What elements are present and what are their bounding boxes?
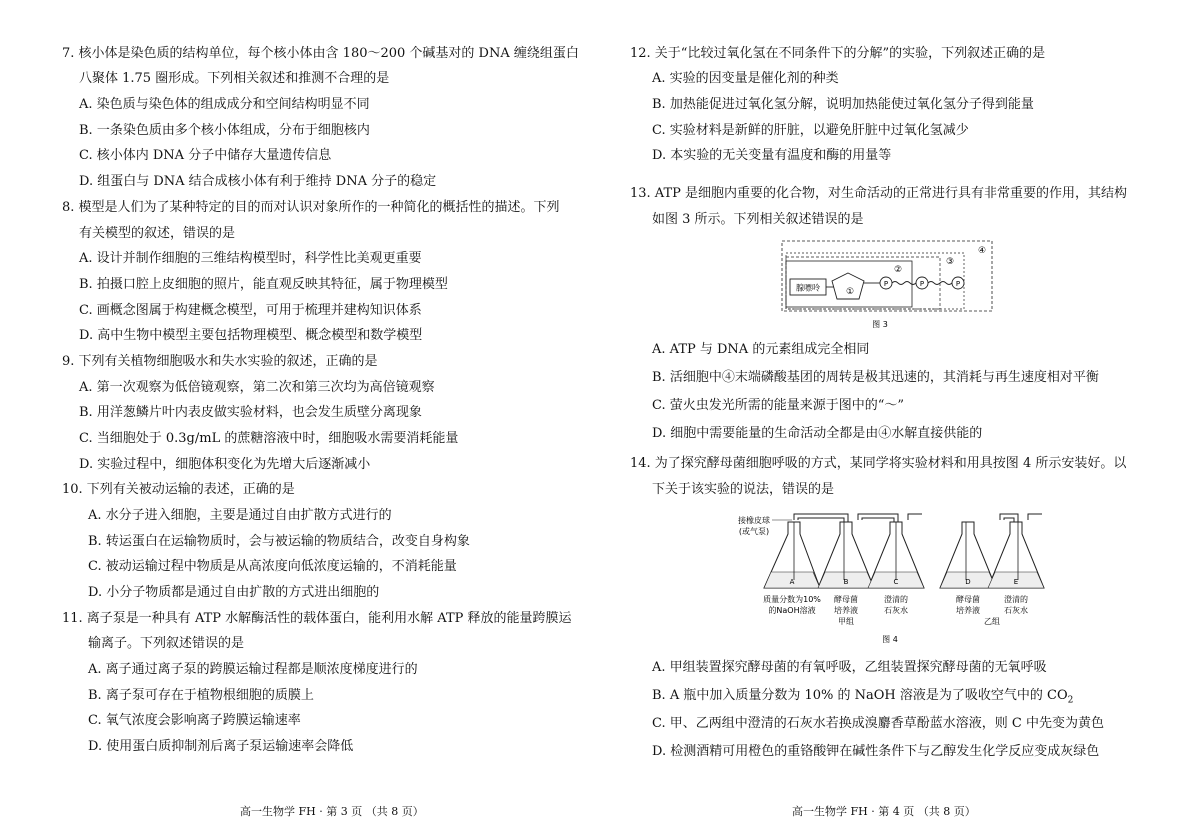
page-footer-right: 高一生物学 FH · 第 4 页 （共 8 页） <box>792 805 976 818</box>
q10-option-b: B. 转运蛋白在运输物质时，会与被运输的物质结合，改变自身构象 <box>88 534 470 549</box>
q12-option-a: A. 实验的因变量是催化剂的种类 <box>652 71 839 86</box>
adenine-label: 腺嘌呤 <box>796 283 820 293</box>
pump-label-2: (或气泵) <box>738 527 770 536</box>
high-energy-bond-1 <box>892 282 916 285</box>
svg-text:P: P <box>883 280 889 288</box>
q8-option-b: B. 拍摄口腔上皮细胞的照片，能直观反映其特征，属于物理模型 <box>79 277 448 292</box>
fig3-label-2: ② <box>893 265 903 275</box>
fig4-caption: 图 4 <box>882 635 898 644</box>
svg-text:P: P <box>919 280 925 288</box>
q7-option-b: B. 一条染色质由多个核小体组成，分布于细胞核内 <box>79 123 370 138</box>
flask-e-label: E <box>1013 578 1019 586</box>
q8-option-d: D. 高中生物中模型主要包括物理模型、概念模型和数学模型 <box>79 328 423 343</box>
q12-option-c: C. 实验材料是新鲜的肝脏，以避免肝脏中过氧化氢减少 <box>652 123 969 138</box>
q8-option-a: A. 设计并制作细胞的三维结构模型时，科学性比美观更重要 <box>79 251 422 266</box>
svg-text:质量分数为10%: 质量分数为10% <box>763 595 821 604</box>
svg-text:P: P <box>955 280 961 288</box>
q14-option-b-subscript: 2 <box>1067 695 1074 706</box>
svg-text:石灰水: 石灰水 <box>884 606 908 615</box>
figure-3-atp-structure <box>780 237 1020 333</box>
q13-option-b: B. 活细胞中④末端磷酸基团的周转是极其迅速的，其消耗与再生速度相对平衡 <box>652 370 1099 385</box>
figure-4-yeast-apparatus <box>730 510 1060 650</box>
group-yi-label: 乙组 <box>984 617 1000 626</box>
pump-label-1: 接橡皮球 <box>738 516 770 525</box>
q8-stem-line-2: 有关模型的叙述，错误的是 <box>79 226 236 241</box>
svg-text:澄清的: 澄清的 <box>1004 595 1028 604</box>
svg-text:培养液: 培养液 <box>956 606 980 615</box>
q11-option-a: A. 离子通过离子泵的跨膜运输过程都是顺浓度梯度进行的 <box>88 662 418 677</box>
q9-option-d: D. 实验过程中，细胞体积变化为先增大后逐渐减小 <box>79 457 371 472</box>
fig3-label-1: ① <box>845 287 855 297</box>
q14-option-a: A. 甲组装置探究酵母菌的有氧呼吸，乙组装置探究酵母菌的无氧呼吸 <box>652 660 1047 675</box>
flask-a-label: A <box>789 578 795 586</box>
svg-text:澄清的: 澄清的 <box>884 595 908 604</box>
q12-stem-line-1: 12. 关于“比较过氧化氢在不同条件下的分解”的实验，下列叙述正确的是 <box>630 46 1046 61</box>
region-4-boundary <box>782 241 992 311</box>
q8-option-c: C. 画概念图属于构建概念模型，可用于梳理并建构知识体系 <box>79 303 422 318</box>
svg-text:培养液: 培养液 <box>834 606 858 615</box>
group-jia-label: 甲组 <box>838 617 854 626</box>
svg-text:酵母菌: 酵母菌 <box>956 595 980 604</box>
q11-stem-line-2: 输离子。下列叙述错误的是 <box>88 636 245 651</box>
q13-option-a: A. ATP 与 DNA 的元素组成完全相同 <box>652 342 870 357</box>
fig3-caption: 图 3 <box>872 320 888 329</box>
fig3-label-3: ③ <box>945 257 955 267</box>
q10-option-c: C. 被动运输过程中物质是从高浓度向低浓度运输的，不消耗能量 <box>88 559 457 574</box>
q11-option-b: B. 离子泵可存在于植物根细胞的质膜上 <box>88 688 314 703</box>
svg-text:石灰水: 石灰水 <box>1004 606 1028 615</box>
q9-option-b: B. 用洋葱鳞片叶内表皮做实验材料，也会发生质壁分离现象 <box>79 405 422 420</box>
q7-option-c: C. 核小体内 DNA 分子中储存大量遗传信息 <box>79 148 332 163</box>
q13-stem-line-1: 13. ATP 是细胞内重要的化合物，对生命活动的正常进行具有非常重要的作用，其结构 <box>630 186 1128 201</box>
q9-option-c: C. 当细胞处于 0.3g/mL 的蔗糖溶液中时，细胞吸水需要消耗能量 <box>79 431 459 446</box>
q7-option-a: A. 染色质与染色体的组成成分和空间结构明显不同 <box>79 97 370 112</box>
fig3-label-4: ④ <box>977 246 987 256</box>
flask-d-label: D <box>965 578 971 586</box>
flask-c-label: C <box>893 578 899 586</box>
flask-b-label: B <box>843 578 849 586</box>
q8-stem-line-1: 8. 模型是人们为了某种特定的目的而对认识对象所作的一种简化的概括性的描述。下列 <box>62 200 560 215</box>
q10-option-a: A. 水分子进入细胞，主要是通过自由扩散方式进行的 <box>88 508 392 523</box>
q13-stem-line-2: 如图 3 所示。下列相关叙述错误的是 <box>652 212 864 227</box>
q12-option-d: D. 本实验的无关变量有温度和酶的用量等 <box>652 148 892 163</box>
q11-stem-line-1: 11. 离子泵是一种具有 ATP 水解酶活性的载体蛋白，能利用水解 ATP 释放的能量跨膜运 <box>62 611 572 626</box>
q14-stem-line-2: 下关于该实验的说法，错误的是 <box>652 482 835 497</box>
q11-option-c: C. 氧气浓度会影响离子跨膜运输速率 <box>88 713 301 728</box>
page-footer-left: 高一生物学 FH · 第 3 页 （共 8 页） <box>240 805 424 818</box>
q7-option-d: D. 组蛋白与 DNA 结合成核小体有利于维持 DNA 分子的稳定 <box>79 174 437 189</box>
q13-option-c: C. 萤火虫发光所需的能量来源于图中的“～” <box>652 398 905 413</box>
q14-option-c: C. 甲、乙两组中澄清的石灰水若换成溴麝香草酚蓝水溶液，则 C 中先变为黄色 <box>652 716 1104 731</box>
q14-option-b <box>652 687 1073 710</box>
q9-option-a: A. 第一次观察为低倍镜观察，第二次和第三次均为高倍镜观察 <box>79 380 435 395</box>
q14-option-b-text: B. A 瓶中加入质量分数为 10% 的 NaOH 溶液是为了吸收空气中的 CO <box>652 688 1068 703</box>
q10-stem-line-1: 10. 下列有关被动运输的表述，正确的是 <box>62 482 295 497</box>
q9-stem-line-1: 9. 下列有关植物细胞吸水和失水实验的叙述，正确的是 <box>62 354 378 369</box>
svg-text:的NaOH溶液: 的NaOH溶液 <box>768 606 816 615</box>
q7-stem-line-2: 八聚体 1.75 圈形成。下列相关叙述和推测不合理的是 <box>79 71 390 86</box>
q12-option-b: B. 加热能促进过氧化氢分解，说明加热能使过氧化氢分子得到能量 <box>652 97 1034 112</box>
q11-option-d: D. 使用蛋白质抑制剂后离子泵运输速率会降低 <box>88 739 354 754</box>
q10-option-d: D. 小分子物质都是通过自由扩散的方式进出细胞的 <box>88 585 380 600</box>
q14-option-d: D. 检测酒精可用橙色的重铬酸钾在碱性条件下与乙醇发生化学反应变成灰绿色 <box>652 744 1100 759</box>
svg-text:酵母菌: 酵母菌 <box>834 595 858 604</box>
q14-stem-line-1: 14. 为了探究酵母菌细胞呼吸的方式，某同学将实验材料和用具按图 4 所示安装好。以 <box>630 456 1127 471</box>
q7-stem-line-1: 7. 核小体是染色质的结构单位，每个核小体由含 180～200 个碱基对的 DNA 缠绕组蛋白 <box>62 46 579 61</box>
q13-option-d: D. 细胞中需要能量的生命活动全都是由④水解直接供能的 <box>652 426 983 441</box>
